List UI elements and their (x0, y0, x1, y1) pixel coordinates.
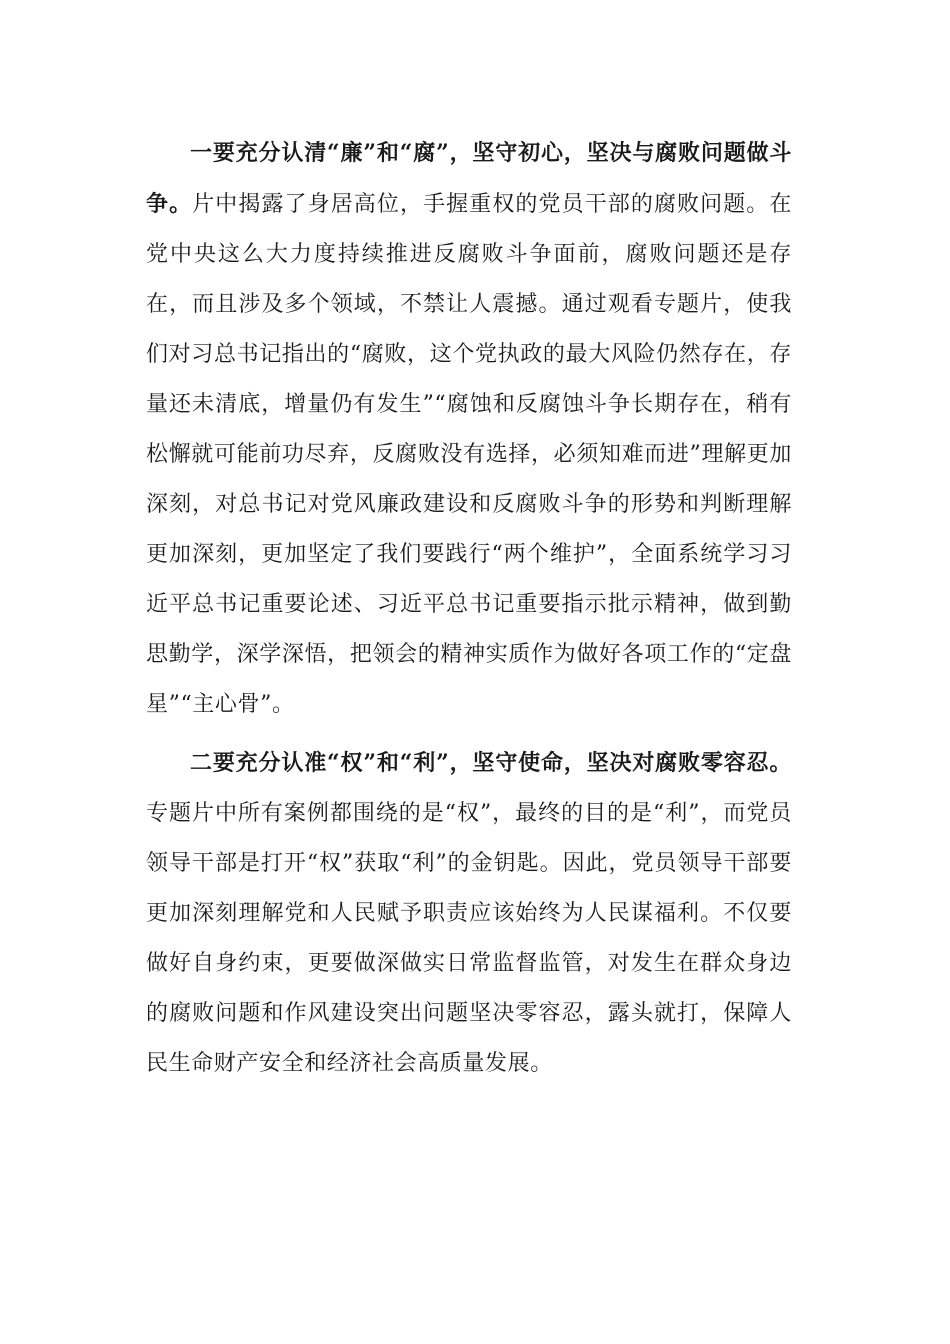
paragraph-2-body: 专题片中所有案例都围绕的是“权”，最终的目的是“利”，而党员领导干部是打开“权”获取“利”的金钥匙。因此，党员领导干部要更加深刻理解党和人民赋予职责应该始终为人民谋福利。不仅要做好自身约束，更要做深做实日常监督监管，对发生在群众身边的腐败问题和作风建设突出问题坚决零容忍，露头就打，保障人民生命财产安全和经济社会高质量发展。 (146, 801, 792, 1076)
paragraph-1-lead: 一要充分认清“廉”和“腐”，坚守初心，坚决与腐败问题做斗争。 (146, 140, 792, 217)
paragraph-2-lead: 二要充分认准“权”和“利”，坚守使命，坚决对腐败零容忍。 (190, 750, 792, 776)
paragraph-1 (146, 128, 792, 730)
paragraph-1-body: 片中揭露了身居高位，手握重权的党员干部的腐败问题。在党中央这么大力度持续推进反腐败斗争面前，腐败问题还是存在，而且涉及多个领域，不禁让人震撼。通过观看专题片，使我们对习总书记指出的“腐败，这个党执政的最大风险仍然存在，存量还未清底，增量仍有发生”“腐蚀和反腐蚀斗争长期存在，稍有松懈就可能前功尽弃，反腐败没有选择，必须知难而进”理解更加深刻，对总书记对党风廉政建设和反腐败斗争的形势和判断理解更加深刻，更加坚定了我们要践行“两个维护”，全面系统学习习近平总书记重要论述、习近平总书记重要指示批示精神，做到勤思勤学，深学深悟，把领会的精神实质作为做好各项工作的“定盘星”“主心骨”。 (146, 192, 792, 717)
document-page (146, 128, 792, 1089)
paragraph-2 (146, 738, 792, 1089)
